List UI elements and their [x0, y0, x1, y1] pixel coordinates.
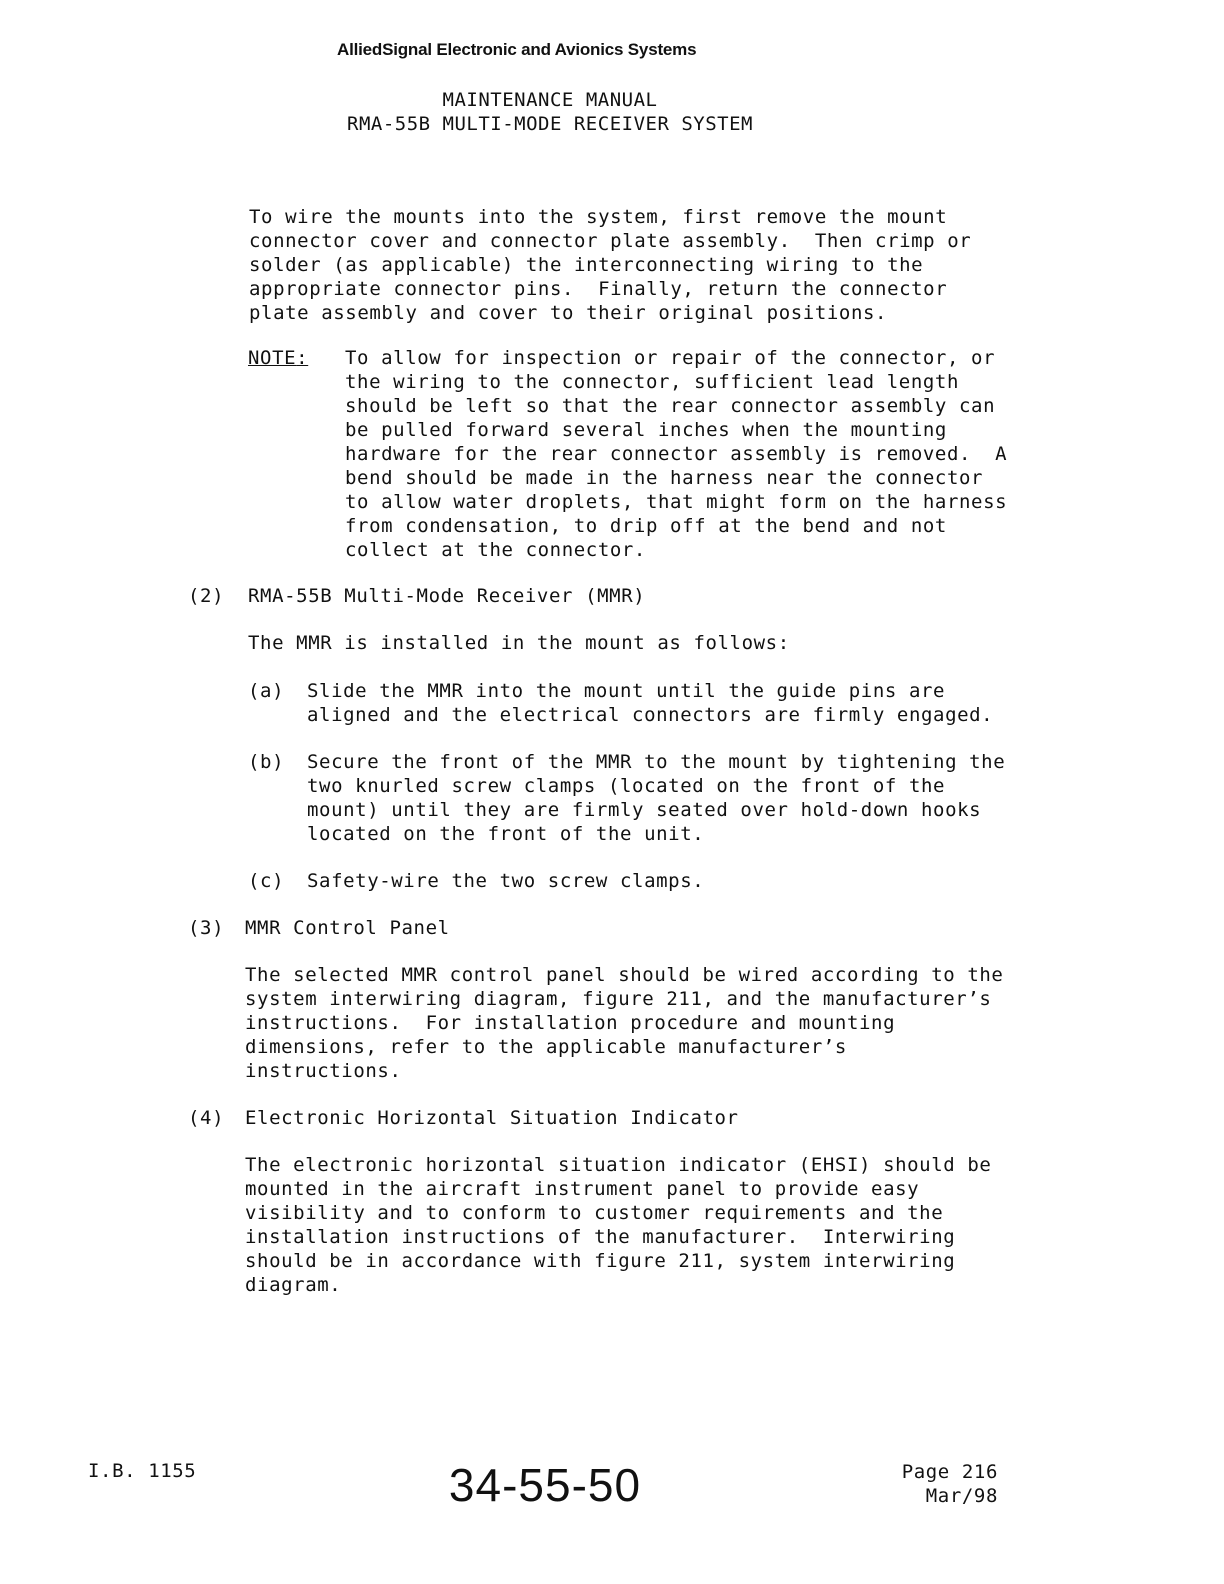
- text-line: located on the front of the unit.: [307, 823, 705, 845]
- text-line: To allow for inspection or repair of the connector, or: [345, 347, 996, 369]
- company-name: AlliedSignal Electronic and Avionics Systems: [337, 40, 697, 59]
- text-line: be pulled forward several inches when the mounting: [345, 419, 947, 441]
- text-line: The electronic horizontal situation indicator (EHSI) should be: [245, 1154, 992, 1176]
- text-line: hardware for the rear connector assembly is removed. A: [345, 443, 1008, 465]
- text-line: appropriate connector pins. Finally, return the connector: [249, 278, 948, 300]
- manual-subtitle-line: RMA-55B MULTI-MODE RECEIVER SYSTEM: [347, 113, 753, 135]
- text-line: plate assembly and cover to their original positions.: [249, 302, 888, 324]
- text-line: The selected MMR control panel should be wired according to the: [245, 964, 1004, 986]
- section-paragraph: [245, 1153, 991, 1297]
- section-intro: The MMR is installed in the mount as follows:: [248, 632, 790, 654]
- section-number: (2): [188, 585, 225, 607]
- section-title: Electronic Horizontal Situation Indicator: [245, 1107, 739, 1129]
- section-title: MMR Control Panel: [245, 917, 450, 939]
- text-line: To wire the mounts into the system, first remove the mount: [249, 206, 948, 228]
- note-colon: :: [296, 347, 309, 369]
- text-line: dimensions, refer to the applicable manufacturer’s: [245, 1036, 847, 1058]
- chapter-number: 34-55-50: [448, 1459, 642, 1511]
- text-line: bend should be made in the harness near the connector: [345, 467, 984, 489]
- section-paragraph: [245, 963, 1003, 1083]
- section-number: (3): [188, 917, 225, 939]
- section-number: (4): [188, 1107, 225, 1129]
- step-label: (b): [248, 751, 285, 773]
- text-line: system interwiring diagram, figure 211, and the manufacturer’s: [245, 988, 992, 1010]
- section-title: RMA-55B Multi-Mode Receiver (MMR): [248, 585, 646, 607]
- text-line: visibility and to conform to customer requirements and the: [245, 1202, 944, 1224]
- text-line: mount) until they are firmly seated over hold-down hooks: [307, 799, 982, 821]
- revision-date: Mar/98: [925, 1485, 998, 1507]
- step-label: (a): [248, 680, 285, 702]
- note-text: [345, 346, 1007, 562]
- text-line: should be in accordance with figure 211, system interwiring: [245, 1250, 956, 1272]
- manual-title: [300, 88, 800, 136]
- note-label-text: NOTE: [248, 347, 297, 369]
- text-line: solder (as applicable) the interconnecting wiring to the: [249, 254, 924, 276]
- step-text: [307, 869, 704, 893]
- text-line: diagram.: [245, 1274, 342, 1296]
- step-text: [307, 679, 993, 727]
- text-line: Secure the front of the MMR to the mount by tightening the: [307, 751, 1006, 773]
- document-id: I.B. 1155: [88, 1460, 197, 1482]
- note-label: [248, 346, 308, 370]
- text-line: instructions. For installation procedure and mounting: [245, 1012, 896, 1034]
- text-line: collect at the connector.: [345, 539, 646, 561]
- page-info: [902, 1460, 998, 1508]
- step-text: [307, 750, 1005, 846]
- text-line: aligned and the electrical connectors are firmly engaged.: [307, 704, 994, 726]
- text-line: should be left so that the rear connector assembly can: [345, 395, 996, 417]
- text-line: instructions.: [245, 1060, 402, 1082]
- text-line: two knurled screw clamps (located on the front of the: [307, 775, 946, 797]
- text-line: installation instructions of the manufacturer. Interwiring: [245, 1226, 956, 1248]
- manual-title-line: MAINTENANCE MANUAL: [442, 89, 658, 111]
- text-line: Safety-wire the two screw clamps.: [307, 870, 705, 892]
- text-line: mounted in the aircraft instrument panel to provide easy: [245, 1178, 920, 1200]
- text-line: Slide the MMR into the mount until the guide pins are: [307, 680, 946, 702]
- text-line: to allow water droplets, that might form on the harness: [345, 491, 1008, 513]
- step-label: (c): [248, 870, 285, 892]
- text-line: connector cover and connector plate assembly. Then crimp or: [249, 230, 972, 252]
- text-line: the wiring to the connector, sufficient lead length: [345, 371, 959, 393]
- intro-paragraph: [249, 205, 971, 325]
- page-number: Page 216: [901, 1461, 998, 1483]
- text-line: from condensation, to drip off at the bend and not: [345, 515, 947, 537]
